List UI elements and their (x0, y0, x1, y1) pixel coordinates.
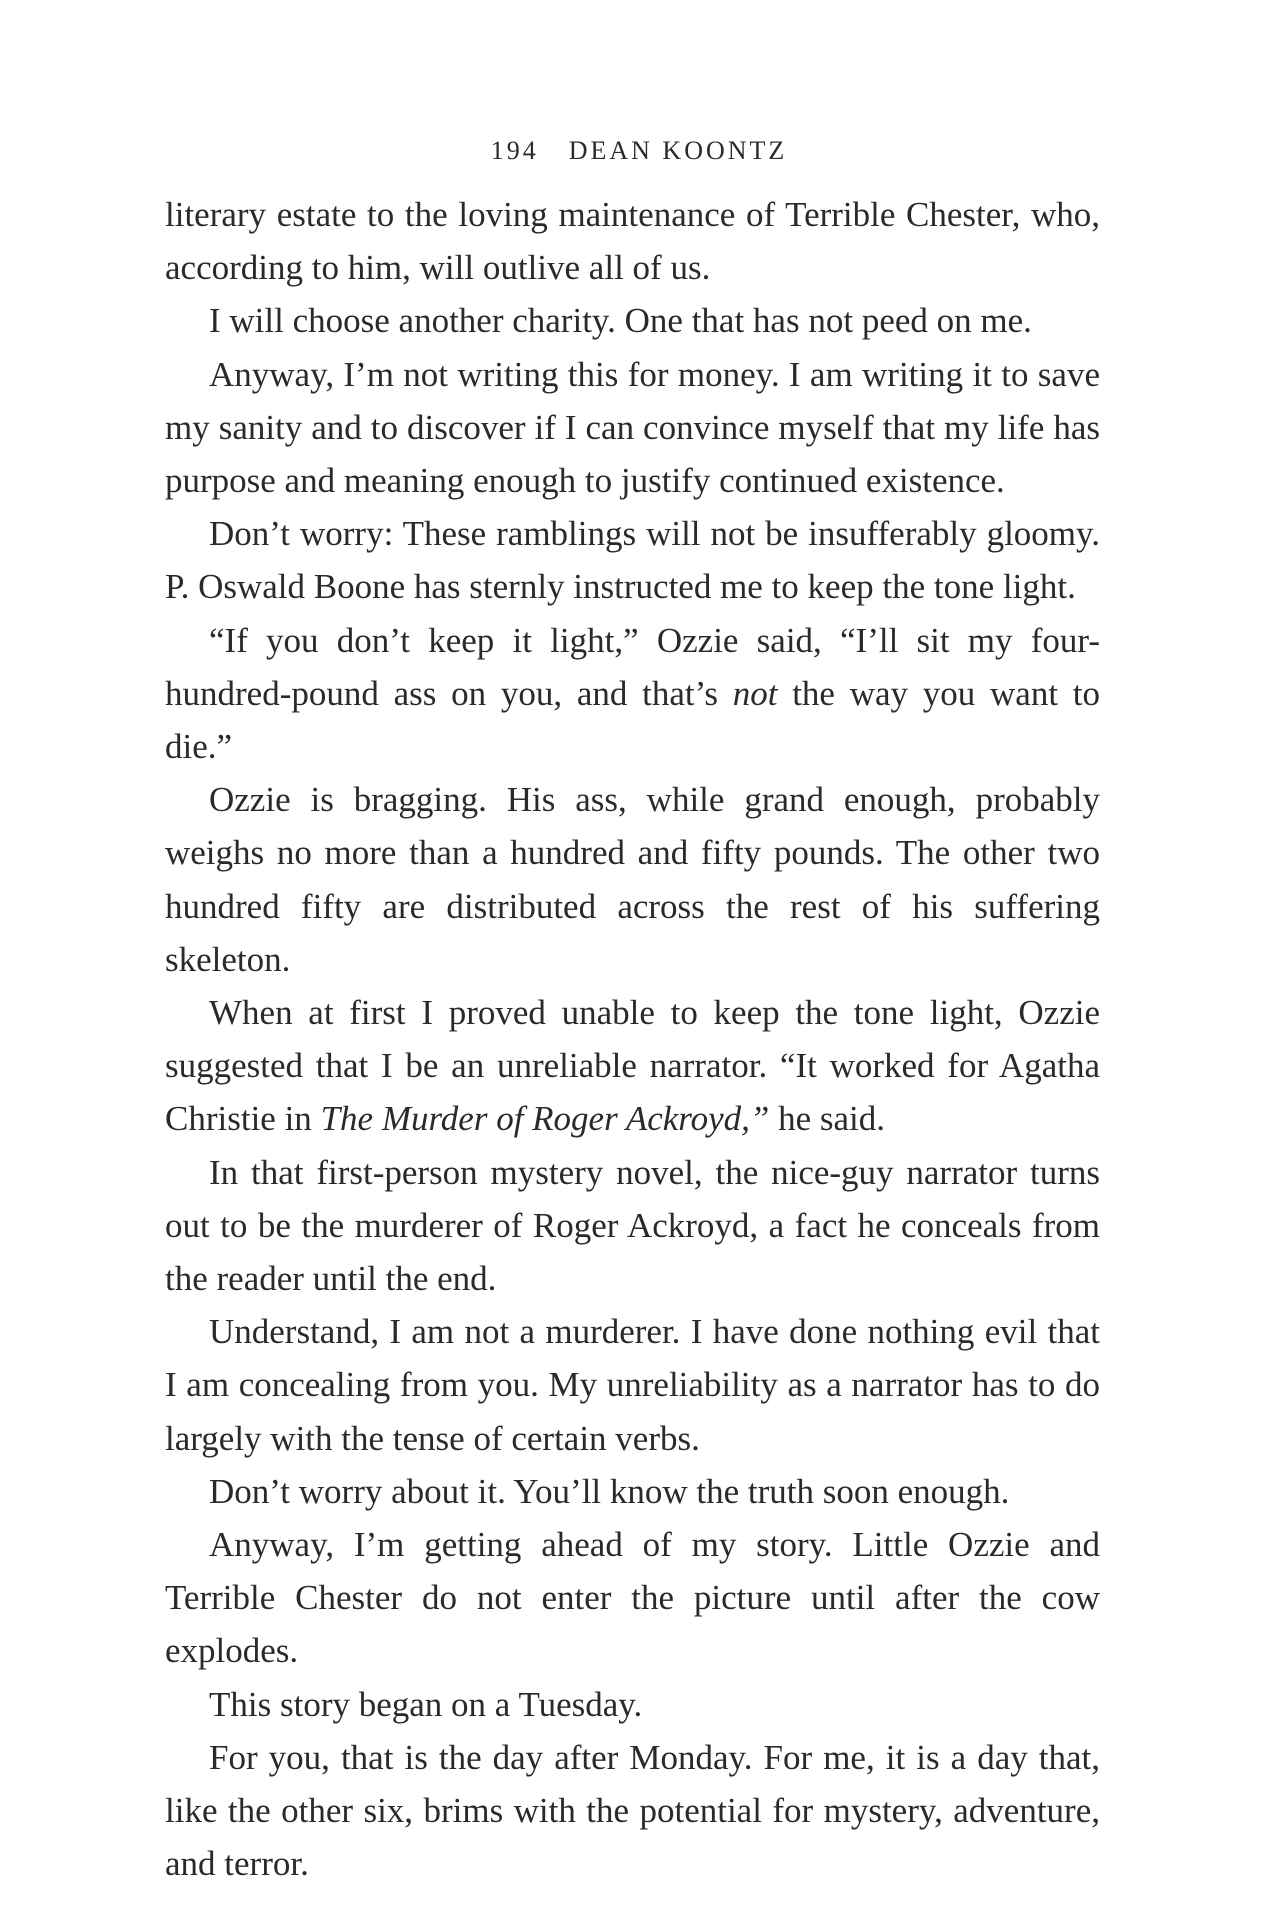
running-head-author: DEAN KOONTZ (568, 136, 788, 165)
paragraph-text: When at first I proved unable to keep the tone light, Ozzie suggested that I be an unreliable narrator. “It worked for Agatha Christie in (165, 993, 1100, 1139)
page-number: 194 (490, 136, 539, 165)
paragraph: Anyway, I’m not writing this for money. I am writing it to save my sanity and to discover if I can convince myself that my life has purpose and meaning enough to justify continued existence. (165, 354, 1100, 501)
paragraph-continued: literary estate to the loving maintenance of Terrible Chester, who, according to him, will outlive all of us. (165, 195, 1100, 288)
paragraph: In that first-person mystery novel, the nice-guy narrator turns out to be the murderer of Roger Ackroyd, a fact he conceals from the reader until the end. (165, 1152, 1100, 1299)
paragraph-text: he said. (769, 1099, 886, 1139)
body-text (165, 188, 1100, 1891)
paragraph: Understand, I am not a murderer. I have done nothing evil that I am concealing from you. My unreliability as a narrator has to do largely with the tense of certain verbs. (165, 1312, 1100, 1458)
paragraph: I will choose another charity. One that has not peed on me. (209, 301, 1032, 341)
running-head (0, 136, 1278, 166)
paragraph-text: the way you want to die.” (165, 673, 1101, 767)
paragraph: Don’t worry about it. You’ll know the truth soon enough. (209, 1471, 1010, 1511)
paragraph: Ozzie is bragging. His ass, while grand enough, probably weighs no more than a hundred and fifty pounds. The other two hundred fifty are distributed across the rest of his suffering skeleton. (165, 780, 1100, 979)
paragraph: Anyway, I’m getting ahead of my story. Little Ozzie and Terrible Chester do not enter the picture until after the cow explodes. (165, 1525, 1100, 1671)
paragraph: This story began on a Tuesday. (209, 1684, 643, 1724)
book-title-italic: The Murder of Roger Ackroyd,” (320, 1099, 770, 1139)
italic-emphasis: not (732, 673, 778, 713)
paragraph (165, 614, 1100, 774)
paragraph: For you, that is the day after Monday. For me, it is a day that, like the other six, brims with the potential for mystery, adventure, and terror. (165, 1737, 1100, 1884)
paragraph: Don’t worry: These ramblings will not be insufferably gloomy. P. Oswald Boone has sternly instructed me to keep the tone light. (165, 514, 1100, 607)
paragraph (165, 986, 1100, 1146)
paragraph-text: “If you don’t keep it light,” Ozzie said, “I’ll sit my four-hundred-pound ass on you, and that’s (165, 620, 1100, 713)
